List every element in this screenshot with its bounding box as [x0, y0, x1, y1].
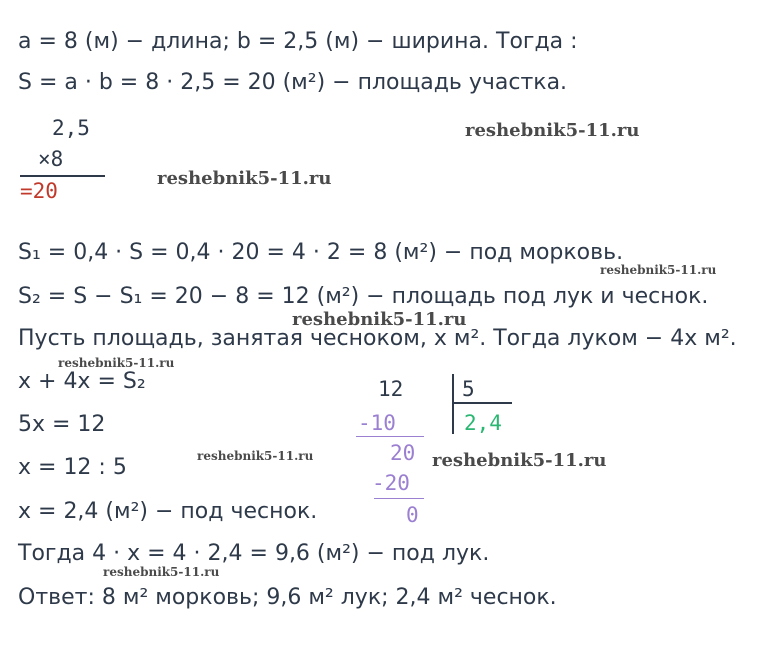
mult-result: =20 — [20, 179, 58, 203]
div-remainder-1: 20 — [390, 441, 416, 465]
mult-divider-line — [20, 175, 105, 177]
text-line-8: x = 12 : 5 — [18, 455, 127, 480]
div-step-2: -20 — [372, 471, 410, 495]
watermark-3: reshebnik5-11.ru — [600, 263, 717, 277]
div-quotient: 2,4 — [464, 411, 502, 435]
div-line-2 — [374, 498, 424, 499]
watermark-8: reshebnik5-11.ru — [103, 565, 220, 579]
text-line-10: Тогда 4 · x = 4 · 2,4 = 9,6 (м²) − под лук. — [18, 541, 490, 566]
text-line-5: Пусть площадь, занятая чесноком, x м². Тогда луком − 4x м². — [18, 326, 737, 351]
text-line-4: S₂ = S − S₁ = 20 − 8 = 12 (м²) − площадь под лук и чеснок. — [18, 284, 709, 309]
watermark-7: reshebnik5-11.ru — [432, 450, 607, 471]
watermark-4: reshebnik5-11.ru — [292, 309, 467, 330]
text-line-7: 5x = 12 — [18, 412, 106, 437]
div-step-1: -10 — [358, 411, 396, 435]
watermark-6: reshebnik5-11.ru — [197, 449, 314, 463]
watermark-2: reshebnik5-11.ru — [157, 168, 332, 189]
div-line-1 — [356, 436, 424, 437]
mult-operand: 2,5 — [52, 116, 90, 140]
text-line-2: S = a · b = 8 · 2,5 = 20 (м²) − площадь участка. — [18, 70, 568, 95]
text-line-6: x + 4x = S₂ — [18, 369, 146, 394]
div-divisor-line — [454, 402, 512, 404]
mult-multiplier: ×8 — [38, 147, 64, 171]
text-line-9: x = 2,4 (м²) − под чеснок. — [18, 499, 318, 524]
text-line-3: S₁ = 0,4 · S = 0,4 · 20 = 4 · 2 = 8 (м²) − под морковь. — [18, 240, 624, 265]
div-divisor: 5 — [462, 377, 475, 401]
watermark-1: reshebnik5-11.ru — [465, 120, 640, 141]
text-line-11: Ответ: 8 м² морковь; 9,6 м² лук; 2,4 м² чеснок. — [18, 585, 557, 610]
text-line-1: a = 8 (м) − длина; b = 2,5 (м) − ширина. Тогда : — [18, 29, 578, 54]
div-remainder-2: 0 — [406, 503, 419, 527]
div-vertical-bar — [452, 374, 454, 434]
div-dividend: 12 — [378, 377, 404, 401]
watermark-5: reshebnik5-11.ru — [58, 356, 175, 370]
